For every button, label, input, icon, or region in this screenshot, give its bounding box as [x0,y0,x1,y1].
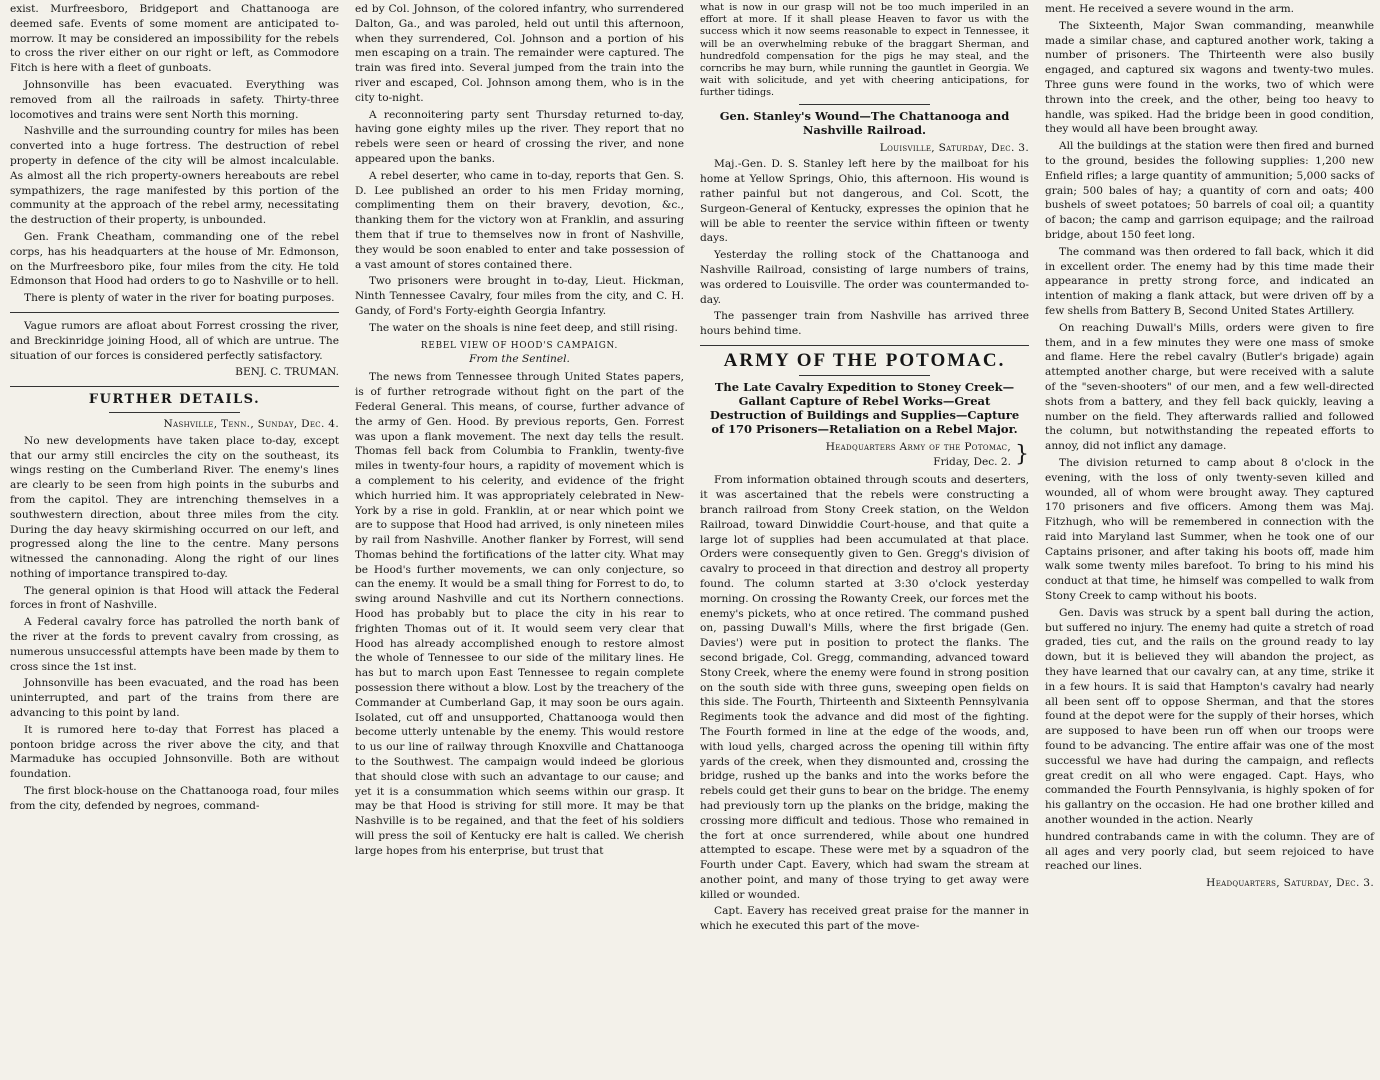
paragraph: The division returned to camp about 8 o'clock in the evening, with the loss of only twenty-seven killed and wounded, all of whom were brought away. They captured 170 prisoners and five officers. Among them was Maj. Fitzhugh, who will be remembered in connection with the raid into Maryland last Summer, when he took one of our Captains prisoner, and after taking his boots off, made him walk some twenty miles barefoot. To bring to his mind his conduct at that time, he himself was compelled to walk from Stony Creek to camp without his boots. [1045,456,1374,603]
dateline: Headquarters, Saturday, Dec. 3. [1206,877,1374,890]
paragraph: exist. Murfreesboro, Bridgeport and Chattanooga are deemed safe. Events of some moment are anticipated to-morrow. It may be considered an impossibility for the rebels to cross the river either on our right or left, as Commodore Fitch is here with a fleet of gunboats. [10,3,339,75]
paragraph: A rebel deserter, who came in to-day, reports that Gen. S. D. Lee published an order to his men Friday morning, complimenting them on their bravery, devotion, &c., thanking them for the victory won at Franklin, and assuring them that if true to themselves now in front of Nashville, they would be soon enabled to enter and take possession of a vast amount of stores contained there. [355,169,684,271]
subheading: REBEL VIEW OF HOOD'S CAMPAIGN. [420,340,619,351]
paragraph: From information obtained through scouts and deserters, it was ascertained that the rebels were constructing a branch railroad from Stony Creek station, on the Weldon Railroad, toward Dinwiddie Court-house, and that quite a large lot of supplies had been accumulated at that place. Orders were consequently given to Gen. Gregg's division of cavalry to proceed in that direction and destroy all property found. The column started at 3:30 o'clock yesterday morning. On crossing the Rowanty Creek, our forces met the enemy's pickets, who at once retired. The command pushed on, passing Duwall's Mills, where the first brigade (Gen. Davies') were put in position to protect the flanks. The second brigade, Col. Gregg, commanding, advanced toward Stony Creek, where the enemy were found in strong position on the south side with three guns, sweeping open fields on this side. The Fourth, Thirteenth and Sixteenth Pennsylvania Regiments took the advance and did most of the fighting. The Fourth formed in line at the edge of the woods, and, with loud yells, charged across the opening till within fifty yards of the creek, when they dismounted and, crossing the bridge, rushed up the banks and into the works before the rebels could get their guns to bear on the bridge. The enemy had previously torn up the planks on the bridge, making the crossing more difficult and tedious. Those who remained in the fort at once surrendered, while about one hundred attempted to escape. These were met by a squadron of the Fourth under Capt. Eavery, which had swam the stream at another point, and many of those trying to get away were killed or wounded. [700,474,1029,901]
column-2 [349,0,690,1080]
paragraph: The water on the shoals is nine feet deep, and still rising. [369,321,678,334]
headquarters-line [700,440,1029,470]
column-3 [694,0,1035,1080]
divider [10,386,339,387]
paragraph: Two prisoners were brought in to-day, Lieut. Hickman, Ninth Tennessee Cavalry, four miles from the city, and C. H. Gandy, of Ford's Forty-eighth Georgia Infantry. [355,275,684,317]
divider [799,104,931,105]
source-line: From the Sentinel. [469,352,570,365]
paragraph: It is rumored here to-day that Forrest has placed a pontoon bridge across the river above the city, and that Marmaduke has occupied Johnsonville. Both are without foundation. [10,723,339,781]
paragraph: On reaching Duwall's Mills, orders were given to fire them, and in a few minutes they were one mass of smoke and flame. Here the rebel cavalry (Butler's brigade) again attempted another charge, but were received with a salute of the "seven-shooters" of our men, and a few well-directed shots from a battery, and they fell back quickly, leaving a number on the field. They afterwards rallied and followed the column, but notwithstanding the repeated efforts to annoy, did not inflict any damage. [1045,321,1374,453]
divider [109,412,241,413]
section-heading: ARMY OF THE POTOMAC. [723,349,1006,371]
dateline: Nashville, Tenn., Sunday, Dec. 4. [163,417,339,430]
signature: BENJ. C. TRUMAN. [235,366,339,379]
paragraph: Yesterday the rolling stock of the Chattanooga and Nashville Railroad, consisting of large numbers of trains, was ordered to Louisville. The order was countermanded to-day. [700,249,1029,306]
paragraph: hundred contrabands came in with the column. They are of all ages and very poorly clad, but seem rejoiced to have reached our lines. [1045,830,1374,873]
paragraph: Johnsonville has been evacuated. Everything was removed from all the railroads in safety. Thirty-three locomotives and trains were sent North this morning. [10,78,339,121]
divider [10,312,339,313]
paragraph: The passenger train from Nashville has arrived three hours behind time. [700,310,1029,338]
paragraph: Gen. Frank Cheatham, commanding one of the rebel corps, has his headquarters at the house of Mr. Edmonson, on the Murfreesboro pike, four miles from the city. He told Edmonson that Hood had orders to go to Nashville or to hell. [10,230,339,288]
paragraph: what is now in our grasp will not be too much imperiled in an effort at more. If it shall please Heaven to favor us with the success which it now seems reasonable to expect in Tennessee, it will be an overwhelming rebuke of the braggart Sherman, and hundredfold compensation for the pigs he may steal, and the corncribs he may burn, while running the gauntlet in Georgia. We wait with solicitude, and yet with cheering anticipations, for further tidings. [700,2,1029,99]
paragraph: A Federal cavalry force has patrolled the north bank of the river at the fords to prevent cavalry from crossing, as numerous unsuccessful attempts have been made by them to cross since the 1st inst. [10,616,340,673]
paragraph: Gen. Davis was struck by a spent ball during the action, but suffered no injury. The enemy had quite a stretch of road graded, ties cut, and the rails on the ground ready to lay down, but it is believed they will abandon the project, as they have learned that our cavalry can, at any time, strike it in a few hours. It is said that Hampton's cavalry had nearly all been sent off to oppose Sherman, and that the stores found at the depot were for the supply of their horses, which are supposed to have been run off when our troops were found to be advancing. The entire affair was one of the most successful we have had during the campaign, and reflects great credit on all who were engaged. Capt. Hays, who commanded the Fourth Pennsylvania, is highly spoken of for his gallantry on the occasion. He had one brother killed and another wounded in the action. Nearly [1045,606,1374,827]
paragraph: Vague rumors are afloat about Forrest crossing the river, and Breckinridge joining Hood, all of which are untrue. The situation of our forces is considered perfectly satisfactory. [10,319,339,362]
paragraph: Johnsonville has been evacuated, and the road has been uninterrupted, and part of the trains from there are advancing to this point by land. [10,677,339,720]
paragraph: Nashville and the surrounding country for miles has been converted into a huge fortress. The destruction of rebel property in defence of the city will be almost incalculable. As almost all the rich property-owners hereabouts are rebel sympathizers, the rage manifested by this portion of the community at the approach of the rebel army, necessitating the destruction of their property, is unbounded. [10,125,339,227]
hq-date: Friday, Dec. 2. [933,455,1011,468]
dateline: Louisville, Saturday, Dec. 3. [879,141,1029,154]
paragraph: There is plenty of water in the river for boating purposes. [24,292,335,305]
paragraph: The Sixteenth, Major Swan commanding, meanwhile made a similar chase, and captured another work, taking a number of prisoners. The Thirteenth were also busily engaged, and captured six wagons and twenty-two mules. Three guns were found in the works, two of which were thrown into the creek, and the other, being too heavy to handle, was spiked. Had the bridge been in good condition, they would all have been brought away. [1045,19,1374,136]
paragraph: ment. He received a severe wound in the arm. [1045,3,1295,15]
paragraph: Capt. Eavery has received great praise for the manner in which he executed this part of the move- [700,905,1029,933]
column-4 [1039,0,1380,1080]
paragraph: The news from Tennessee through United States papers, is of further retrograde without fight on the part of the Federal General. This means, of course, further advance of the army of Gen. Hood. By previous reports, Gen. Forrest was upon a flank movement. The next day tells the result. Thomas fell back from Columbia to Franklin, twenty-five miles in twenty-four hours, a rapidity of movement which is a complement to his celerity, and evidence of the fright which hurried him. It was appropriately celebrated in New-York by a rise in gold. Franklin, at or near which point we are to suppose that Hood had arrived, is only nineteen miles by rail from Nashville. Another flanker by Forrest, will send Thomas behind the fortifications of the latter city. What may be Hood's further movements, we can only conjecture, so can the enemy. It would be a small thing for Forrest to do, to swing around Nashville and cut its Northern connections. Hood has probably but to place the city in his rear to frighten Thomas out of it. It would seem very clear that Hood has already accomplished enough to restore almost the whole of Tennessee to our side of the military lines. He has but to march upon East Tennessee to regain complete possession there without a blow. Lost by the treachery of the Commander at Cumberland Gap, it may soon be ours again. Isolated, cut off and unsupported, Chattanooga would then become utterly untenable by the enemy. This would restore to us our line of railway through Knoxville and Chattanooga to the Southwest. The campaign would indeed be glorious that should close with such an advantage to our cause; and yet it is a consummation which seems within our grasp. It may be that Hood is striving for still more. It may be that Nashville is to be regained, and that the feet of his soldiers will press the soil of Kentucky ere halt is called. We cherish large hopes from his enterprise, but trust that [355,371,684,857]
divider [799,375,931,376]
section-heading: FURTHER DETAILS. [88,392,261,408]
hq-line: Headquarters Army of the Potomac, [825,440,1011,453]
paragraph: ed by Col. Johnson, of the colored infantry, who surrendered Dalton, Ga., and was paroled, held out until this afternoon, when they surrendered, Col. Johnson and a portion of his men escaping on a train. The remainder were captured. The train was fired into. Several jumped from the train into the river and escaped, Col. Johnson among them, who is in the city to-night. [355,3,684,104]
column-1 [4,0,345,1080]
subheading: Gen. Stanley's Wound—The Chattanooga and Nashville Railroad. [719,108,1010,137]
brace-icon: } [1015,441,1029,467]
subheading: The Late Cavalry Expedition to Stoney Creek—Gallant Capture of Rebel Works—Great Destruction of Buildings and Supplies—Capture of 170 Prisoners—Retaliation on a Rebel Major. [709,379,1020,436]
divider [700,345,1029,346]
paragraph: The general opinion is that Hood will attack the Federal forces in front of Nashville. [10,584,339,612]
paragraph: No new developments have taken place to-day, except that our army still encircles the city on the southeast, its wings resting on the Cumberland River. The enemy's lines are clearly to be seen from high points in the suburbs and from the capitol. They are intrenching themselves in a southwestern direction, about three miles from the city. During the day heavy skirmishing occurred on our left, and progressed along the line to the centre. Many persons witnessed the cannonading. Along the right of our lines nothing of importance transpired to-day. [10,434,339,580]
paragraph: All the buildings at the station were then fired and burned to the ground, besides the following supplies: 1,200 new Enfield rifles; a large quantity of ammunition; 5,000 sacks of grain; 500 bales of hay; a quantity of corn and oats; 400 bushels of sweet potatoes; 50 barrels of coal oil; a quantity of bacon; the camp and garrison equipage; and the railroad bridge, about 150 feet long. [1045,140,1374,241]
paragraph: The first block-house on the Chattanooga road, four miles from the city, defended by negroes, command- [10,785,339,812]
paragraph: A reconnoitering party sent Thursday returned to-day, having gone eighty miles up the river. They report that no rebels were seen or heard of crossing the river, and none appeared upon the banks. [355,108,684,165]
paragraph: The command was then ordered to fall back, which it did in excellent order. The enemy had by this time made their appearance in pretty strong force, and indicated an intention of making a flank attack, but were driven off by a few shells from Battery B, Second United States Artillery. [1045,245,1374,317]
paragraph: Maj.-Gen. D. S. Stanley left here by the mailboat for his home at Yellow Springs, Ohio, this afternoon. His wound is rather painful but not dangerous, and Col. Scott, the Surgeon-General of Kentucky, expresses the opinion that he will be able to reenter the service within fifteen or twenty days. [700,158,1029,245]
